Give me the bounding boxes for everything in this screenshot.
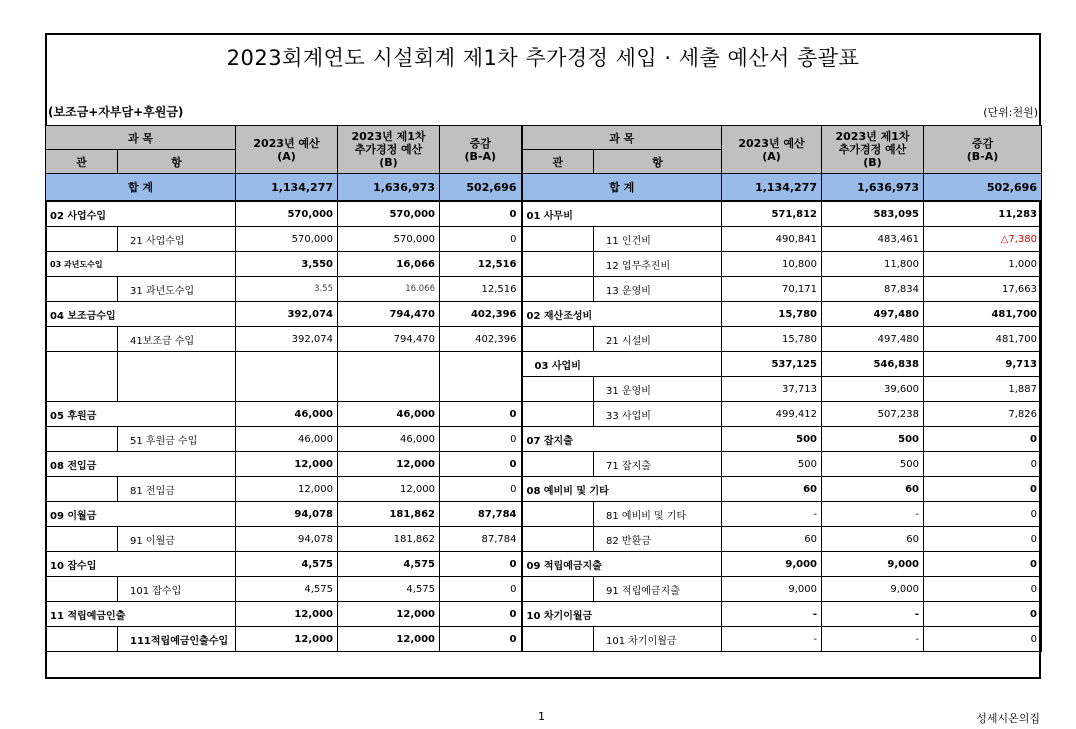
- exp-hang-label: 11 인건비: [594, 227, 722, 252]
- header-text: 2023년 제1차 추가경정 예산 (B): [835, 130, 910, 169]
- exp-amount-diff: 9,713: [924, 352, 1042, 377]
- budget-summary-table: [45, 125, 1042, 652]
- exp-amount-diff: 17,663: [924, 277, 1042, 302]
- exp-gwan-blank: [522, 327, 594, 352]
- rev-total-a: 1,134,277: [236, 174, 338, 202]
- rev-amount-a: 4,575: [236, 552, 338, 577]
- rev-gwan-label: 11 적립예금인출: [46, 602, 236, 627]
- exp-amount-b: 60: [822, 527, 924, 552]
- exp-hang-label: 71 잡지출: [594, 452, 722, 477]
- exp-amount-b: 11,800: [822, 252, 924, 277]
- rev-amount-b: 794,470: [338, 302, 440, 327]
- exp-hang-label: 13 운영비: [594, 277, 722, 302]
- exp-amount-a: 571,812: [722, 201, 822, 227]
- exp-amount-diff: 0: [924, 502, 1042, 527]
- exp-amount-diff: 0: [924, 477, 1042, 502]
- rev-gwan-label: 05 후원금: [46, 402, 236, 427]
- table-row: [46, 577, 1042, 602]
- rev-amount-b: 570,000: [338, 227, 440, 252]
- exp-amount-b: 507,238: [822, 402, 924, 427]
- exp-amount-b: 483,461: [822, 227, 924, 252]
- header-text: 증감 (B-A): [966, 136, 999, 163]
- rev-hang-header: 항: [118, 150, 236, 174]
- exp-budget-a-header: [722, 126, 822, 174]
- header-text: 2023년 예산 (A): [738, 136, 805, 163]
- table-row: [46, 427, 1042, 452]
- exp-total-diff: 502,696: [924, 174, 1042, 202]
- exp-gwan-blank: [522, 577, 594, 602]
- rev-gwan-blank: [46, 427, 118, 452]
- rev-amount-a: 46,000: [236, 402, 338, 427]
- table-row: [46, 252, 1042, 277]
- exp-amount-diff: 0: [924, 452, 1042, 477]
- rev-amount-a: 3,550: [236, 252, 338, 277]
- rev-amount-a: 46,000: [236, 427, 338, 452]
- rev-amount-a: 392,074: [236, 302, 338, 327]
- table-row: [46, 352, 1042, 377]
- rev-gwan-label: 02 사업수입: [46, 201, 236, 227]
- table-row: [46, 277, 1042, 302]
- exp-amount-a: -: [722, 502, 822, 527]
- rev-hang-label: 111적립예금인출수입: [118, 627, 236, 652]
- exp-gwan-label: 08 예비비 및 기타: [522, 477, 722, 502]
- table-row: [46, 627, 1042, 652]
- exp-hang-label: 91 적립예금지출: [594, 577, 722, 602]
- rev-gwan-label: 04 보조금수입: [46, 302, 236, 327]
- exp-amount-a: 500: [722, 452, 822, 477]
- rev-gwan-label: 08 전입금: [46, 452, 236, 477]
- rev-amount-b: 46,000: [338, 427, 440, 452]
- rev-empty-hang: [118, 352, 236, 402]
- exp-hang-label: 33 사업비: [594, 402, 722, 427]
- rev-hang-label: 81 전입금: [118, 477, 236, 502]
- exp-hang-label: 82 반환금: [594, 527, 722, 552]
- rev-amount-b: 16.066: [338, 277, 440, 302]
- rev-total-diff: 502,696: [440, 174, 522, 202]
- rev-amount-diff: 0: [440, 602, 522, 627]
- exp-gwan-blank: [522, 227, 594, 252]
- rev-amount-diff: 0: [440, 627, 522, 652]
- rev-gwan-label: 10 잡수입: [46, 552, 236, 577]
- exp-hang-header: 항: [594, 150, 722, 174]
- table-row: [46, 477, 1042, 502]
- rev-gwan-blank: [46, 227, 118, 252]
- rev-amount-a: 94,078: [236, 502, 338, 527]
- rev-amount-diff: 0: [440, 427, 522, 452]
- table-row: [46, 327, 1042, 352]
- rev-amount-diff: 0: [440, 452, 522, 477]
- exp-gwan-blank: [522, 627, 594, 652]
- rev-empty-a: [236, 352, 338, 402]
- rev-diff-header: [440, 126, 522, 174]
- rev-amount-b: 181,862: [338, 502, 440, 527]
- rev-amount-diff: 12,516: [440, 252, 522, 277]
- exp-amount-b: -: [822, 627, 924, 652]
- exp-hang-label: 12 업무추진비: [594, 252, 722, 277]
- exp-amount-b: 60: [822, 477, 924, 502]
- exp-amount-diff: 0: [924, 577, 1042, 602]
- exp-amount-a: 37,713: [722, 377, 822, 402]
- table-row: [46, 302, 1042, 327]
- rev-gwan-blank: [46, 477, 118, 502]
- exp-hang-label: 21 시설비: [594, 327, 722, 352]
- table-row: [46, 602, 1042, 627]
- table-row: [46, 452, 1042, 477]
- rev-amount-b: 16,066: [338, 252, 440, 277]
- exp-hang-label: 101 차기이월금: [594, 627, 722, 652]
- rev-amount-a: 3.55: [236, 277, 338, 302]
- rev-amount-a: 12,000: [236, 602, 338, 627]
- exp-gwan-blank: [522, 402, 594, 427]
- rev-gwan-blank: [46, 277, 118, 302]
- exp-gwan-blank: [522, 277, 594, 302]
- rev-amount-b: 4,575: [338, 552, 440, 577]
- rev-hang-label: 51 후원금 수입: [118, 427, 236, 452]
- exp-amount-a: 537,125: [722, 352, 822, 377]
- footer-org-name: 성세시온의집: [976, 712, 1040, 725]
- exp-amount-b: 39,600: [822, 377, 924, 402]
- rev-gwan-header: 관: [46, 150, 118, 174]
- exp-amount-a: 15,780: [722, 302, 822, 327]
- exp-amount-b: 583,095: [822, 201, 924, 227]
- table-row: [46, 227, 1042, 252]
- table-row: [46, 402, 1042, 427]
- rev-amount-diff: 0: [440, 552, 522, 577]
- rev-amount-b: 570,000: [338, 201, 440, 227]
- rev-gwan-blank: [46, 627, 118, 652]
- rev-hang-label: 41보조금 수입: [118, 327, 236, 352]
- exp-gwan-blank: [522, 527, 594, 552]
- rev-amount-diff: 0: [440, 402, 522, 427]
- table-row: [46, 502, 1042, 527]
- exp-budget-b-header: [822, 126, 924, 174]
- exp-amount-a: 9,000: [722, 577, 822, 602]
- exp-amount-diff: △7,380: [924, 227, 1042, 252]
- table-row: [46, 552, 1042, 577]
- rev-amount-b: 46,000: [338, 402, 440, 427]
- rev-amount-a: 12,000: [236, 627, 338, 652]
- exp-amount-b: 500: [822, 427, 924, 452]
- rev-amount-b: 181,862: [338, 527, 440, 552]
- exp-amount-b: 497,480: [822, 302, 924, 327]
- exp-amount-diff: 1,000: [924, 252, 1042, 277]
- rev-amount-b: 12,000: [338, 602, 440, 627]
- exp-gwan-label: 01 사무비: [522, 201, 722, 227]
- rev-amount-a: 570,000: [236, 201, 338, 227]
- exp-gwan-label: 02 재산조성비: [522, 302, 722, 327]
- rev-amount-diff: 0: [440, 577, 522, 602]
- header-row-1: [46, 126, 1042, 150]
- rev-gwamok-header: 과 목: [46, 126, 236, 150]
- exp-gwan-header: 관: [522, 150, 594, 174]
- rev-amount-a: 4,575: [236, 577, 338, 602]
- rev-total-label: 합 계: [46, 174, 236, 202]
- exp-hang-label: 31 운영비: [594, 377, 722, 402]
- exp-amount-a: 9,000: [722, 552, 822, 577]
- rev-gwan-blank: [46, 527, 118, 552]
- exp-amount-b: 497,480: [822, 327, 924, 352]
- rev-empty-gwan: [46, 352, 118, 402]
- rev-amount-a: 570,000: [236, 227, 338, 252]
- exp-total-a: 1,134,277: [722, 174, 822, 202]
- rev-amount-a: 392,074: [236, 327, 338, 352]
- rev-total-b: 1,636,973: [338, 174, 440, 202]
- rev-amount-b: 12,000: [338, 477, 440, 502]
- unit-label: (단위:천원): [983, 106, 1038, 119]
- exp-amount-b: 500: [822, 452, 924, 477]
- rev-amount-diff: 87,784: [440, 502, 522, 527]
- rev-amount-b: 12,000: [338, 627, 440, 652]
- exp-gwan-blank: [522, 377, 594, 402]
- rev-amount-diff: 402,396: [440, 327, 522, 352]
- exp-amount-b: -: [822, 502, 924, 527]
- exp-amount-diff: 0: [924, 427, 1042, 452]
- header-text: 증감 (B-A): [464, 136, 497, 163]
- rev-hang-label: 21 사업수입: [118, 227, 236, 252]
- rev-empty-diff: [440, 352, 522, 402]
- exp-amount-diff: 0: [924, 527, 1042, 552]
- rev-gwan-blank: [46, 577, 118, 602]
- rev-amount-b: 4,575: [338, 577, 440, 602]
- exp-gwan-blank: [522, 252, 594, 277]
- exp-amount-b: 87,834: [822, 277, 924, 302]
- exp-hang-label: 81 예비비 및 기타: [594, 502, 722, 527]
- exp-gwan-label: 03 사업비: [522, 352, 722, 377]
- exp-amount-b: 9,000: [822, 577, 924, 602]
- exp-amount-a: -: [722, 602, 822, 627]
- total-row: [46, 174, 1042, 202]
- rev-amount-b: 794,470: [338, 327, 440, 352]
- rev-amount-diff: 87,784: [440, 527, 522, 552]
- rev-amount-a: 12,000: [236, 477, 338, 502]
- rev-amount-diff: 0: [440, 477, 522, 502]
- rev-empty-b: [338, 352, 440, 402]
- rev-amount-a: 94,078: [236, 527, 338, 552]
- exp-gwamok-header: 과 목: [522, 126, 722, 150]
- header-text: 2023년 제1차 추가경정 예산 (B): [351, 130, 426, 169]
- exp-amount-diff: 0: [924, 627, 1042, 652]
- exp-amount-a: 60: [722, 477, 822, 502]
- rev-hang-label: 101 잡수입: [118, 577, 236, 602]
- exp-gwan-label: 10 차기이월금: [522, 602, 722, 627]
- exp-amount-a: 15,780: [722, 327, 822, 352]
- exp-amount-b: -: [822, 602, 924, 627]
- exp-gwan-blank: [522, 452, 594, 477]
- rev-gwan-blank: [46, 327, 118, 352]
- exp-amount-diff: 11,283: [924, 201, 1042, 227]
- rev-budget-b-header: [338, 126, 440, 174]
- exp-amount-a: 60: [722, 527, 822, 552]
- exp-amount-a: 500: [722, 427, 822, 452]
- page-title: 2023회계연도 시설회계 제1차 추가경정 세입 · 세출 예산서 총괄표: [226, 46, 860, 70]
- exp-amount-a: 499,412: [722, 402, 822, 427]
- rev-gwan-label: 03 과년도수입: [46, 252, 236, 277]
- funding-subtitle: (보조금+자부담+후원금): [48, 105, 184, 119]
- exp-amount-diff: 481,700: [924, 327, 1042, 352]
- exp-amount-b: 546,838: [822, 352, 924, 377]
- rev-hang-label: 91 이월금: [118, 527, 236, 552]
- exp-amount-a: 490,841: [722, 227, 822, 252]
- rev-amount-a: 12,000: [236, 452, 338, 477]
- rev-gwan-label: 09 이월금: [46, 502, 236, 527]
- exp-gwan-label: 07 잡지출: [522, 427, 722, 452]
- rev-amount-diff: 0: [440, 201, 522, 227]
- table-row: [46, 201, 1042, 227]
- exp-diff-header: [924, 126, 1042, 174]
- rev-amount-b: 12,000: [338, 452, 440, 477]
- exp-amount-a: 10,800: [722, 252, 822, 277]
- exp-amount-a: 70,171: [722, 277, 822, 302]
- exp-amount-diff: 7,826: [924, 402, 1042, 427]
- exp-gwan-label: 09 적립예금지출: [522, 552, 722, 577]
- exp-total-label: 합 계: [522, 174, 722, 202]
- exp-total-b: 1,636,973: [822, 174, 924, 202]
- exp-amount-diff: 1,887: [924, 377, 1042, 402]
- exp-amount-b: 9,000: [822, 552, 924, 577]
- rev-amount-diff: 402,396: [440, 302, 522, 327]
- rev-budget-a-header: [236, 126, 338, 174]
- exp-amount-diff: 481,700: [924, 302, 1042, 327]
- header-text: 2023년 예산 (A): [253, 136, 320, 163]
- rev-amount-diff: 12,516: [440, 277, 522, 302]
- exp-amount-diff: 0: [924, 552, 1042, 577]
- exp-amount-a: -: [722, 627, 822, 652]
- exp-gwan-blank: [522, 502, 594, 527]
- page-number: 1: [538, 710, 545, 723]
- rev-amount-diff: 0: [440, 227, 522, 252]
- exp-amount-diff: 0: [924, 602, 1042, 627]
- table-row: [46, 527, 1042, 552]
- rev-hang-label: 31 과년도수입: [118, 277, 236, 302]
